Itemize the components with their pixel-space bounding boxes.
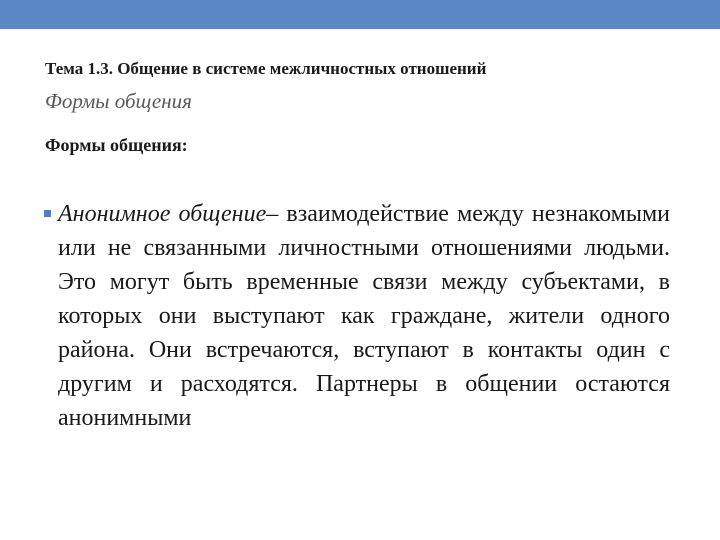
topic-title: Тема 1.3. Общение в системе межличностных отношений	[45, 59, 487, 78]
bullet-item	[58, 197, 670, 435]
slide-subtitle: Формы общения	[45, 89, 192, 113]
bullet-term: Анонимное общение	[58, 201, 267, 227]
square-bullet-icon	[44, 210, 51, 217]
section-heading: Формы общения:	[45, 135, 188, 155]
bullet-text: – взаимодействие между незнакомыми или не связанными личностными отношениями людьми. Это могут быть временные связи между субъектами, в которых они выступают как граждане, жители одного района. Они встречаются, вступают в контакты один с другим и расходятся. Партнеры в общении остаются анонимными	[58, 201, 670, 431]
top-color-band	[0, 0, 720, 29]
